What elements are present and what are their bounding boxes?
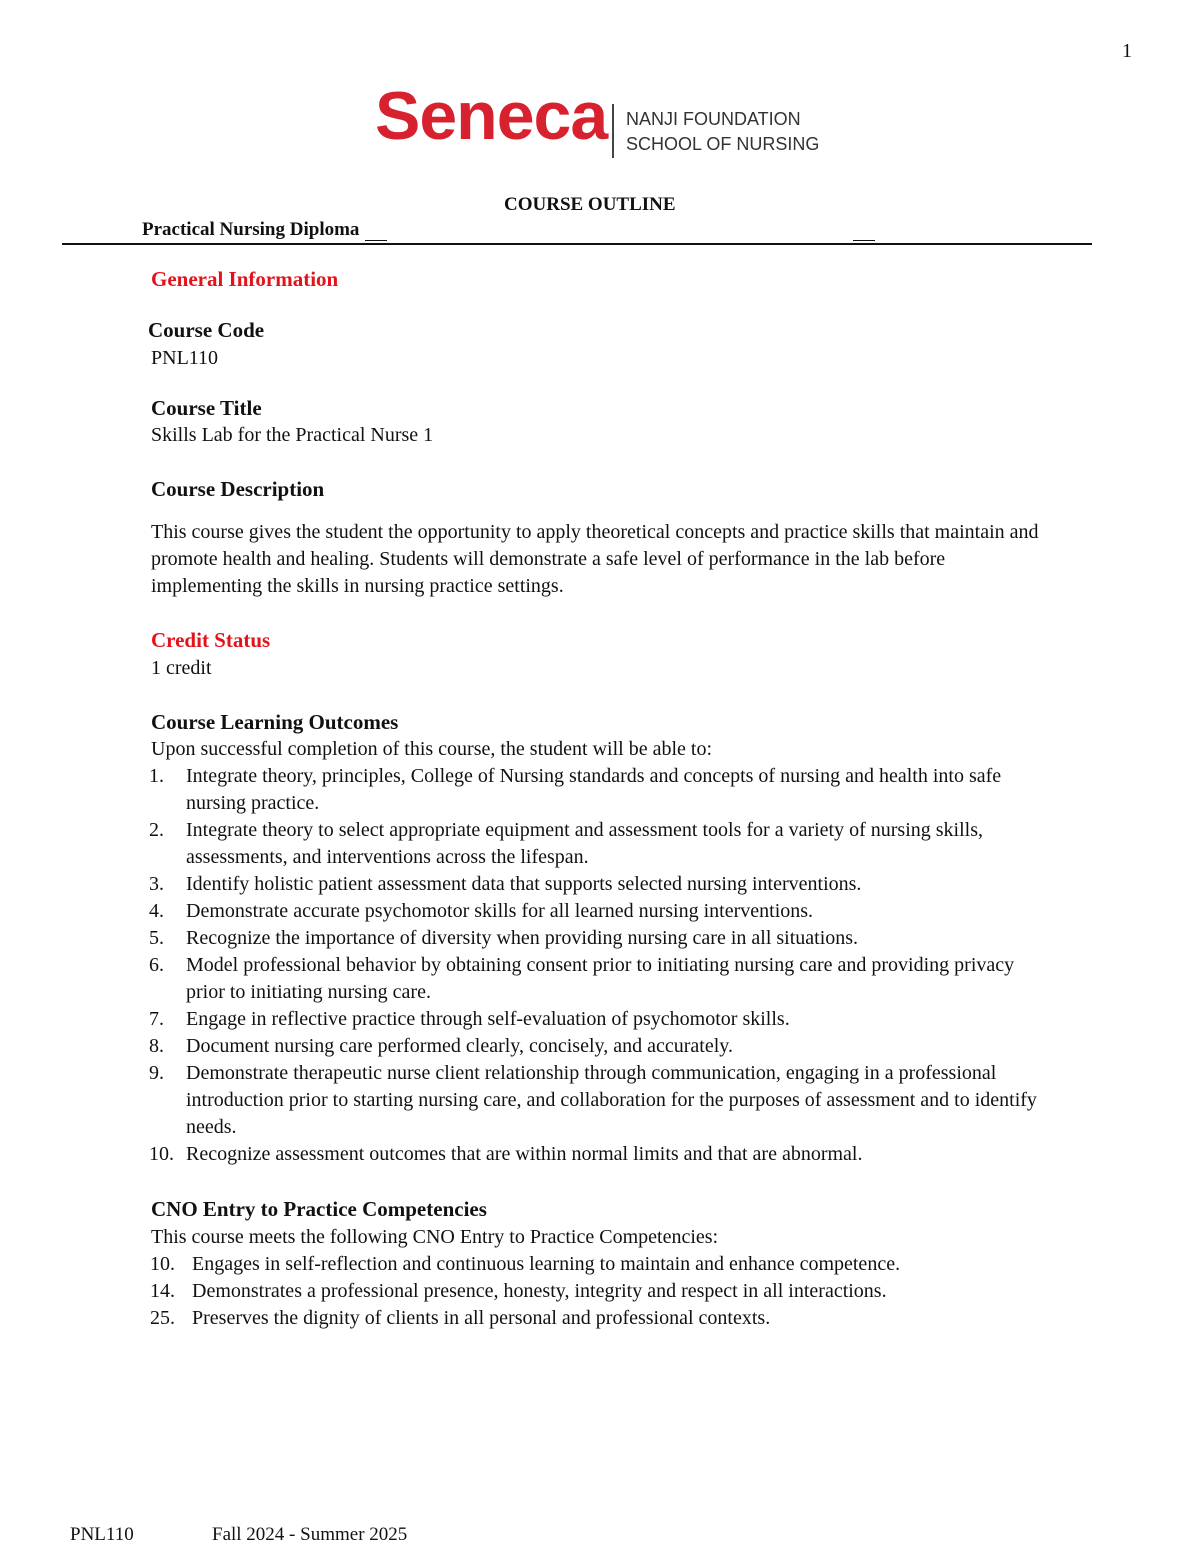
list-item-number: 7. <box>149 1008 164 1030</box>
program-name: Practical Nursing Diploma <box>142 219 360 240</box>
course-title-value: Skills Lab for the Practical Nurse 1 <box>151 424 434 446</box>
list-item-number: 9. <box>149 1062 164 1084</box>
list-item <box>150 1278 1052 1305</box>
credit-status-value: 1 credit <box>151 657 212 679</box>
course-description-text: This course gives the student the opportunity to apply theoretical concepts and practice skills that maintain and promote health and healing. Students will demonstrate a safe level of performance in the lab before implementing the skills in nursing practice settings. <box>151 521 1039 597</box>
list-item-text: Integrate theory, principles, College of Nursing standards and concepts of nursing and health into safe nursing practice. <box>186 765 1002 814</box>
list-item <box>150 1251 1052 1278</box>
list-item <box>149 817 1046 871</box>
course-title-label: Course Title <box>151 396 262 420</box>
logo-line2: SCHOOL OF NURSING <box>626 134 820 154</box>
list-item-text: Engages in self-reflection and continuous learning to maintain and enhance competence. <box>192 1253 901 1275</box>
list-item-number: 10. <box>150 1253 175 1275</box>
header-rule <box>62 243 1092 245</box>
list-item <box>149 871 1046 898</box>
list-item-text: Engage in reflective practice through self-evaluation of psychomotor skills. <box>186 1008 790 1030</box>
learning-outcomes-heading: Course Learning Outcomes <box>151 710 399 734</box>
cno-competencies-intro: This course meets the following CNO Entry to Practice Competencies: <box>151 1226 719 1248</box>
list-item-number: 1. <box>149 765 164 787</box>
cno-competencies-heading: CNO Entry to Practice Competencies <box>151 1197 487 1221</box>
list-item <box>149 898 1046 925</box>
list-item <box>149 925 1046 952</box>
list-item-number: 4. <box>149 900 164 922</box>
list-item <box>149 1141 1046 1168</box>
list-item <box>149 763 1046 817</box>
list-item-number: 5. <box>149 927 164 949</box>
list-item-text: Demonstrate therapeutic nurse client relationship through communication, engaging in a professional introduction prior to starting nursing care, and collaboration for the purposes of assessment and to identify needs. <box>186 1062 1037 1138</box>
list-item-text: Integrate theory to select appropriate equipment and assessment tools for a variety of nursing skills, assessments, and interventions across the lifespan. <box>186 819 984 868</box>
list-item <box>149 952 1046 1006</box>
logo-wordmark: Seneca <box>375 78 608 154</box>
list-item-number: 25. <box>150 1307 175 1329</box>
list-item <box>149 1060 1046 1141</box>
list-item-number: 14. <box>150 1280 175 1302</box>
list-item <box>149 1006 1046 1033</box>
list-item-text: Document nursing care performed clearly, concisely, and accurately. <box>186 1035 733 1057</box>
footer-term: Fall 2024 - Summer 2025 <box>212 1524 408 1545</box>
learning-outcomes-intro: Upon successful completion of this course, the student will be able to: <box>151 738 712 760</box>
course-code-value: PNL110 <box>151 347 219 369</box>
list-item-number: 8. <box>149 1035 164 1057</box>
cno-competencies-list <box>150 1251 1052 1332</box>
logo-line1: NANJI FOUNDATION <box>626 109 801 129</box>
list-item-text: Model professional behavior by obtaining consent prior to initiating nursing care and providing privacy prior to initiating nursing care. <box>186 954 1015 1003</box>
credit-status-heading: Credit Status <box>151 628 271 652</box>
document-title: COURSE OUTLINE <box>504 194 676 215</box>
list-item-text: Demonstrates a professional presence, honesty, integrity and respect in all interactions. <box>192 1280 887 1302</box>
list-item-number: 10. <box>149 1143 174 1165</box>
logo-divider <box>612 104 614 158</box>
general-information-heading: General Information <box>151 267 339 291</box>
course-code-label: Course Code <box>148 318 265 342</box>
list-item <box>150 1305 1052 1332</box>
list-item-text: Identify holistic patient assessment data that supports selected nursing interventions. <box>186 873 862 895</box>
footer-course-code: PNL110 <box>70 1524 134 1545</box>
course-description-label: Course Description <box>151 477 325 501</box>
learning-outcomes-list <box>149 763 1046 1168</box>
rule-tick <box>365 240 387 241</box>
list-item-text: Demonstrate accurate psychomotor skills for all learned nursing interventions. <box>186 900 814 922</box>
page-number: 1 <box>1122 40 1132 62</box>
rule-tick <box>853 240 875 241</box>
list-item-number: 2. <box>149 819 164 841</box>
list-item-text: Preserves the dignity of clients in all personal and professional contexts. <box>192 1307 771 1329</box>
list-item-number: 6. <box>149 954 164 976</box>
list-item-text: Recognize the importance of diversity when providing nursing care in all situations. <box>186 927 859 949</box>
list-item-text: Recognize assessment outcomes that are within normal limits and that are abnormal. <box>186 1143 863 1165</box>
list-item <box>149 1033 1046 1060</box>
list-item-number: 3. <box>149 873 164 895</box>
